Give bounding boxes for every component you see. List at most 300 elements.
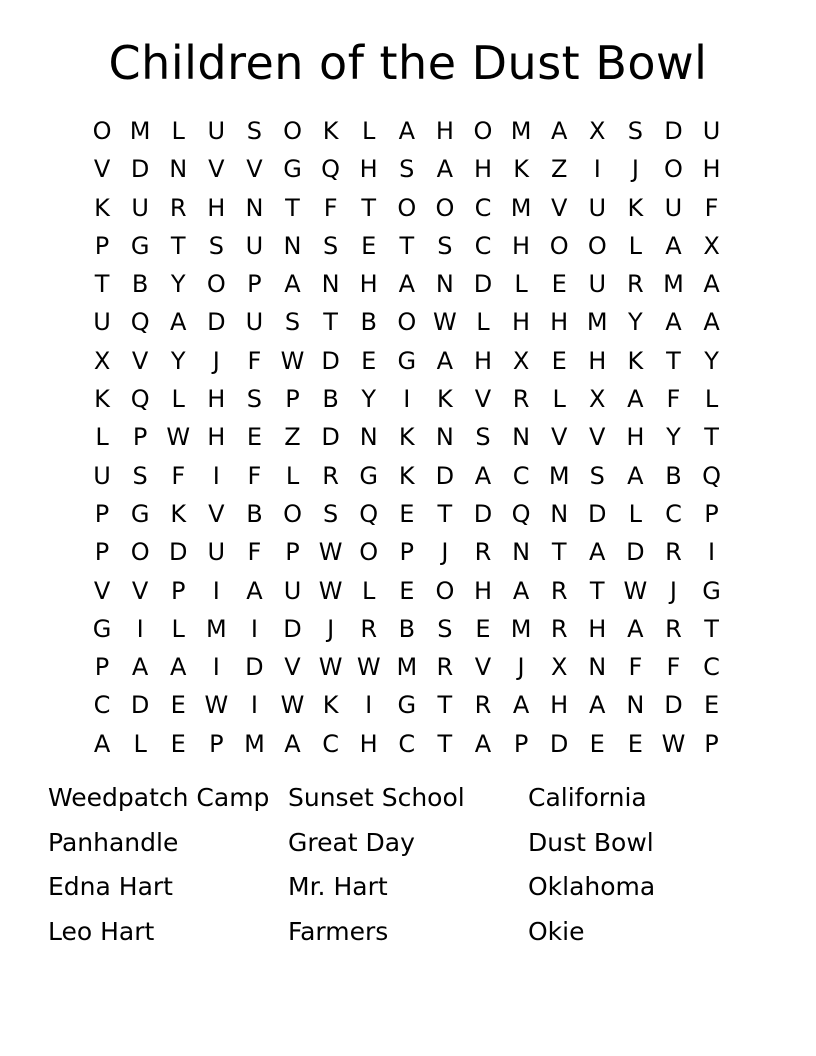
grid-letter: S [437,231,453,260]
grid-letter: A [627,614,644,643]
grid-letter: N [321,270,340,299]
grid-letter: H [207,385,226,414]
grid-letter: Q [321,155,341,184]
grid-letter: P [170,576,186,605]
grid-letter: N [435,423,454,452]
grid-letter: O [92,117,112,145]
grid-letter: D [207,308,226,337]
grid-letter: D [549,729,569,758]
grid-row [83,150,731,188]
grid-letter: Q [130,308,150,337]
grid-letter: Y [704,346,719,375]
grid-letter: X [512,346,530,375]
grid-letter: N [588,653,607,682]
grid-letter: U [131,193,149,222]
grid-letter: J [517,653,525,682]
grid-letter: U [588,193,607,222]
word-list-item: Leo Hart [48,916,155,946]
grid-letter: L [476,308,490,337]
grid-letter: O [206,270,226,299]
grid-letter: A [436,155,454,184]
grid-row [83,303,731,341]
grid-letter: K [627,346,644,375]
grid-letter: A [627,461,644,490]
grid-letter: E [589,729,605,758]
grid-letter: E [361,231,377,260]
grid-letter: E [170,691,186,720]
grid-letter: V [208,499,225,528]
grid-letter: C [665,499,682,528]
grid-letter: E [170,729,186,758]
grid-letter: D [245,653,264,682]
grid-letter: B [131,270,149,299]
word-list-item: California [528,783,647,812]
grid-letter: R [627,270,644,299]
grid-letter: W [661,729,686,758]
grid-letter: E [246,423,262,452]
grid-letter: H [702,155,721,184]
grid-letter: I [250,614,258,643]
grid-letter: K [94,385,110,414]
grid-letter: A [170,308,187,337]
grid-letter: V [474,385,492,414]
grid-letter: H [359,155,378,184]
grid-letter: J [669,576,677,605]
grid-letter: T [704,423,719,452]
grid-letter: J [327,614,335,643]
grid-letter: B [246,499,263,528]
grid-letter: D [435,461,455,490]
grid-letter: S [627,117,643,145]
grid-letter: H [626,423,645,452]
grid-letter: A [703,270,720,299]
grid-letter: G [397,346,417,375]
grid-letter: S [284,308,301,337]
grid-letter: S [246,117,263,145]
grid-letter: M [510,117,532,145]
grid-letter: I [403,385,411,414]
grid-letter: E [551,270,567,299]
grid-letter: F [666,653,681,682]
grid-letter: P [94,231,110,260]
grid-letter: Z [284,423,301,452]
grid-letter: F [247,461,262,490]
grid-letter: W [356,653,381,682]
grid-letter: H [207,193,226,222]
grid-letter: T [437,499,453,528]
grid-row [83,380,731,418]
grid-letter: Q [702,461,721,490]
grid-letter: O [359,538,379,567]
grid-letter: C [474,193,492,222]
grid-letter: A [436,346,454,375]
grid-letter: T [323,308,338,337]
grid-letter: M [205,614,227,643]
grid-letter: G [130,231,150,260]
grid-letter: J [441,538,449,567]
grid-letter: F [628,653,643,682]
grid-letter: L [171,614,185,643]
grid-letter: H [550,691,569,720]
word-list-item: Panhandle [48,827,179,857]
grid-letter: P [94,653,110,682]
grid-letter: W [433,308,457,337]
grid-letter: V [589,423,606,452]
grid-letter: N [283,231,302,260]
grid-letter: A [512,691,530,720]
grid-letter: T [285,193,300,222]
grid-letter: H [473,155,492,184]
word-list-item: Mr. Hart [288,872,388,901]
grid-letter: D [473,270,493,299]
grid-letter: M [244,729,265,758]
grid-letter: D [130,691,150,720]
grid-letter: M [663,270,684,299]
grid-letter: R [436,653,454,682]
grid-letter: A [512,576,530,605]
grid-letter: G [397,691,417,720]
grid-letter: V [131,346,149,375]
grid-letter: S [322,231,339,260]
grid-letter: R [474,691,492,720]
grid-letter: O [435,576,455,605]
grid-letter: R [322,461,339,490]
word-list-item: Great Day [288,827,415,857]
grid-letter: X [589,117,606,145]
grid-letter: U [702,117,721,145]
grid-letter: A [131,653,149,682]
grid-letter: A [284,729,301,758]
grid-letter: D [664,691,683,720]
grid-letter: V [550,193,568,222]
grid-letter: L [362,576,376,605]
grid-letter: D [626,538,645,567]
grid-letter: G [130,499,150,528]
grid-row [83,342,731,380]
grid-letter: M [510,193,532,222]
grid-letter: N [435,270,454,299]
grid-letter: P [94,499,110,528]
grid-row [83,725,731,763]
grid-letter: W [318,653,343,682]
grid-letter: P [285,385,300,414]
grid-letter: P [247,270,262,299]
grid-letter: B [398,614,416,643]
grid-letter: C [398,729,416,758]
grid-letter: D [168,538,188,567]
grid-letter: H [359,729,378,758]
grid-letter: U [245,308,264,337]
grid-letter: L [171,385,185,414]
grid-letter: I [212,576,220,605]
grid-row [83,227,731,265]
grid-letter: I [708,538,716,567]
grid-letter: V [474,653,492,682]
grid-letter: H [435,117,454,145]
grid-letter: U [93,308,111,337]
grid-letter: K [513,155,529,184]
grid-letter: I [250,691,258,720]
grid-letter: D [283,614,302,643]
grid-letter: X [93,346,111,375]
grid-letter: P [285,538,300,567]
grid-letter: O [397,308,417,337]
grid-letter: O [130,538,150,567]
grid-letter: V [93,155,111,184]
grid-letter: S [208,231,224,260]
grid-letter: R [665,614,682,643]
word-list-item: Edna Hart [48,872,173,901]
word-list-item: Sunset School [288,783,465,812]
grid-row [83,265,731,303]
grid-letter: W [318,576,343,605]
word-list-item: Farmers [288,916,389,946]
grid-letter: P [513,729,529,758]
grid-letter: T [399,231,415,260]
grid-letter: G [359,461,378,490]
grid-letter: Q [359,499,379,528]
grid-letter: D [130,155,150,184]
grid-letter: O [283,117,302,145]
grid-letter: Y [628,308,643,337]
grid-letter: F [247,538,262,567]
grid-letter: L [628,231,643,260]
grid-letter: I [593,155,601,184]
grid-letter: F [247,346,262,375]
grid-letter: X [703,231,720,260]
grid-letter: M [129,117,151,145]
grid-letter: R [360,614,378,643]
grid-letter: C [322,729,339,758]
grid-letter: M [548,461,570,490]
grid-letter: E [627,729,643,758]
grid-letter: Y [170,346,186,375]
grid-letter: E [361,346,377,375]
grid-letter: U [245,231,264,260]
grid-letter: O [549,231,569,260]
grid-letter: T [361,193,377,222]
grid-letter: B [360,308,377,337]
word-list-item: Oklahoma [528,872,656,901]
grid-letter: E [475,614,491,643]
grid-letter: S [437,614,453,643]
grid-letter: N [169,155,188,184]
grid-letter: O [435,193,455,222]
grid-letter: K [322,117,339,145]
grid-letter: A [550,117,568,145]
grid-letter: E [399,499,415,528]
grid-letter: G [702,576,721,605]
page-title: Children of the Dust Bowl [108,36,708,90]
grid-letter: K [627,193,644,222]
grid-letter: T [589,576,605,605]
grid-letter: A [703,308,720,337]
grid-letter: T [94,270,110,299]
grid-letter: V [131,576,149,605]
grid-letter: D [321,423,340,452]
grid-letter: A [246,576,263,605]
grid-letter: H [588,614,607,643]
grid-letter: W [280,691,305,720]
grid-letter: J [631,155,639,184]
grid-letter: D [321,346,340,375]
grid-letter: I [365,691,373,720]
grid-letter: D [473,499,493,528]
grid-letter: A [474,729,492,758]
grid-letter: F [323,193,338,222]
grid-letter: T [437,691,453,720]
grid-letter: S [246,385,263,414]
grid-row [83,418,731,456]
grid-letter: S [589,461,605,490]
grid-letter: Z [550,155,568,184]
grid-letter: R [512,385,530,414]
grid-letter: N [245,193,264,222]
grid-letter: L [285,461,300,490]
grid-letter: B [322,385,339,414]
grid-letter: T [170,231,186,260]
grid-letter: L [628,499,643,528]
grid-letter: R [550,576,568,605]
grid-row [83,572,731,610]
grid-letter: R [550,614,568,643]
grid-letter: T [704,614,719,643]
grid-letter: A [398,117,415,145]
grid-letter: H [588,346,607,375]
grid-letter: G [92,614,112,643]
grid-letter: V [208,155,225,184]
grid-letter: U [283,576,302,605]
grid-letter: T [437,729,453,758]
grid-letter: T [551,538,567,567]
word-list-item: Okie [528,916,585,946]
grid-letter: A [627,385,644,414]
grid-letter: D [588,499,607,528]
grid-letter: Q [130,385,150,414]
grid-letter: X [550,653,568,682]
grid-letter: O [397,193,417,222]
grid-letter: Q [511,499,531,528]
grid-letter: I [136,614,144,643]
grid-letter: V [93,576,111,605]
grid-letter: S [132,461,148,490]
grid-letter: A [589,538,606,567]
grid-letter: S [322,499,339,528]
grid-letter: J [212,346,220,375]
grid-letter: P [209,729,224,758]
grid-letter: C [474,231,492,260]
grid-letter: I [212,653,220,682]
grid-letter: K [437,385,453,414]
grid-letter: N [359,423,378,452]
grid-letter: H [473,346,492,375]
grid-letter: V [284,653,301,682]
grid-letter: O [664,155,683,184]
grid-letter: K [398,461,415,490]
grid-letter: U [207,117,226,145]
grid-letter: N [512,538,531,567]
grid-letter: S [399,155,415,184]
grid-letter: H [550,308,569,337]
grid-letter: R [169,193,187,222]
grid-row [83,533,731,571]
grid-letter: K [398,423,415,452]
grid-letter: K [170,499,187,528]
grid-letter: D [664,117,683,145]
grid-letter: P [704,499,719,528]
grid-letter: I [212,461,220,490]
grid-letter: R [665,538,682,567]
grid-letter: E [703,691,720,720]
grid-letter: L [704,385,719,414]
grid-letter: R [474,538,492,567]
grid-letter: Y [170,270,186,299]
word-list-item: Weedpatch Camp [48,783,270,812]
grid-letter: N [626,691,645,720]
grid-letter: U [664,193,683,222]
grid-letter: U [588,270,607,299]
grid-letter: W [166,423,191,452]
grid-letter: V [246,155,263,184]
grid-letter: X [589,385,606,414]
grid-letter: H [473,576,492,605]
grid-letter: H [512,231,531,260]
grid-letter: M [586,308,608,337]
grid-letter: H [207,423,226,452]
grid-row [83,610,731,648]
grid-letter: U [207,538,226,567]
grid-letter: P [399,538,415,567]
grid-row [83,189,731,227]
grid-letter: E [399,576,415,605]
grid-letter: W [204,691,229,720]
grid-letter: P [132,423,148,452]
grid-row [83,495,731,533]
grid-letter: A [170,653,187,682]
grid-letter: P [94,538,110,567]
grid-letter: F [171,461,186,490]
grid-letter: L [171,117,185,145]
grid-row [83,648,731,686]
grid-row [83,457,731,495]
grid-letter: Y [666,423,681,452]
grid-letter: L [362,117,376,145]
grid-letter: N [512,423,531,452]
grid-letter: L [133,729,147,758]
grid-letter: T [666,346,681,375]
word-list-item: Dust Bowl [528,827,654,857]
grid-letter: H [359,270,378,299]
grid-letter: F [704,193,719,222]
word-list [48,777,768,955]
grid-letter: A [665,308,682,337]
grid-letter: A [284,270,301,299]
grid-letter: E [551,346,567,375]
grid-letter: A [398,270,415,299]
grid-letter: K [94,193,110,222]
grid-letter: L [514,270,528,299]
grid-letter: H [512,308,531,337]
grid-letter: W [280,346,305,375]
grid-row [83,686,731,724]
grid-letter: S [475,423,491,452]
grid-letter: K [322,691,339,720]
grid-letter: G [283,155,302,184]
grid-letter: A [589,691,606,720]
grid-letter: N [550,499,569,528]
grid-letter: L [95,423,109,452]
grid-letter: A [93,729,111,758]
